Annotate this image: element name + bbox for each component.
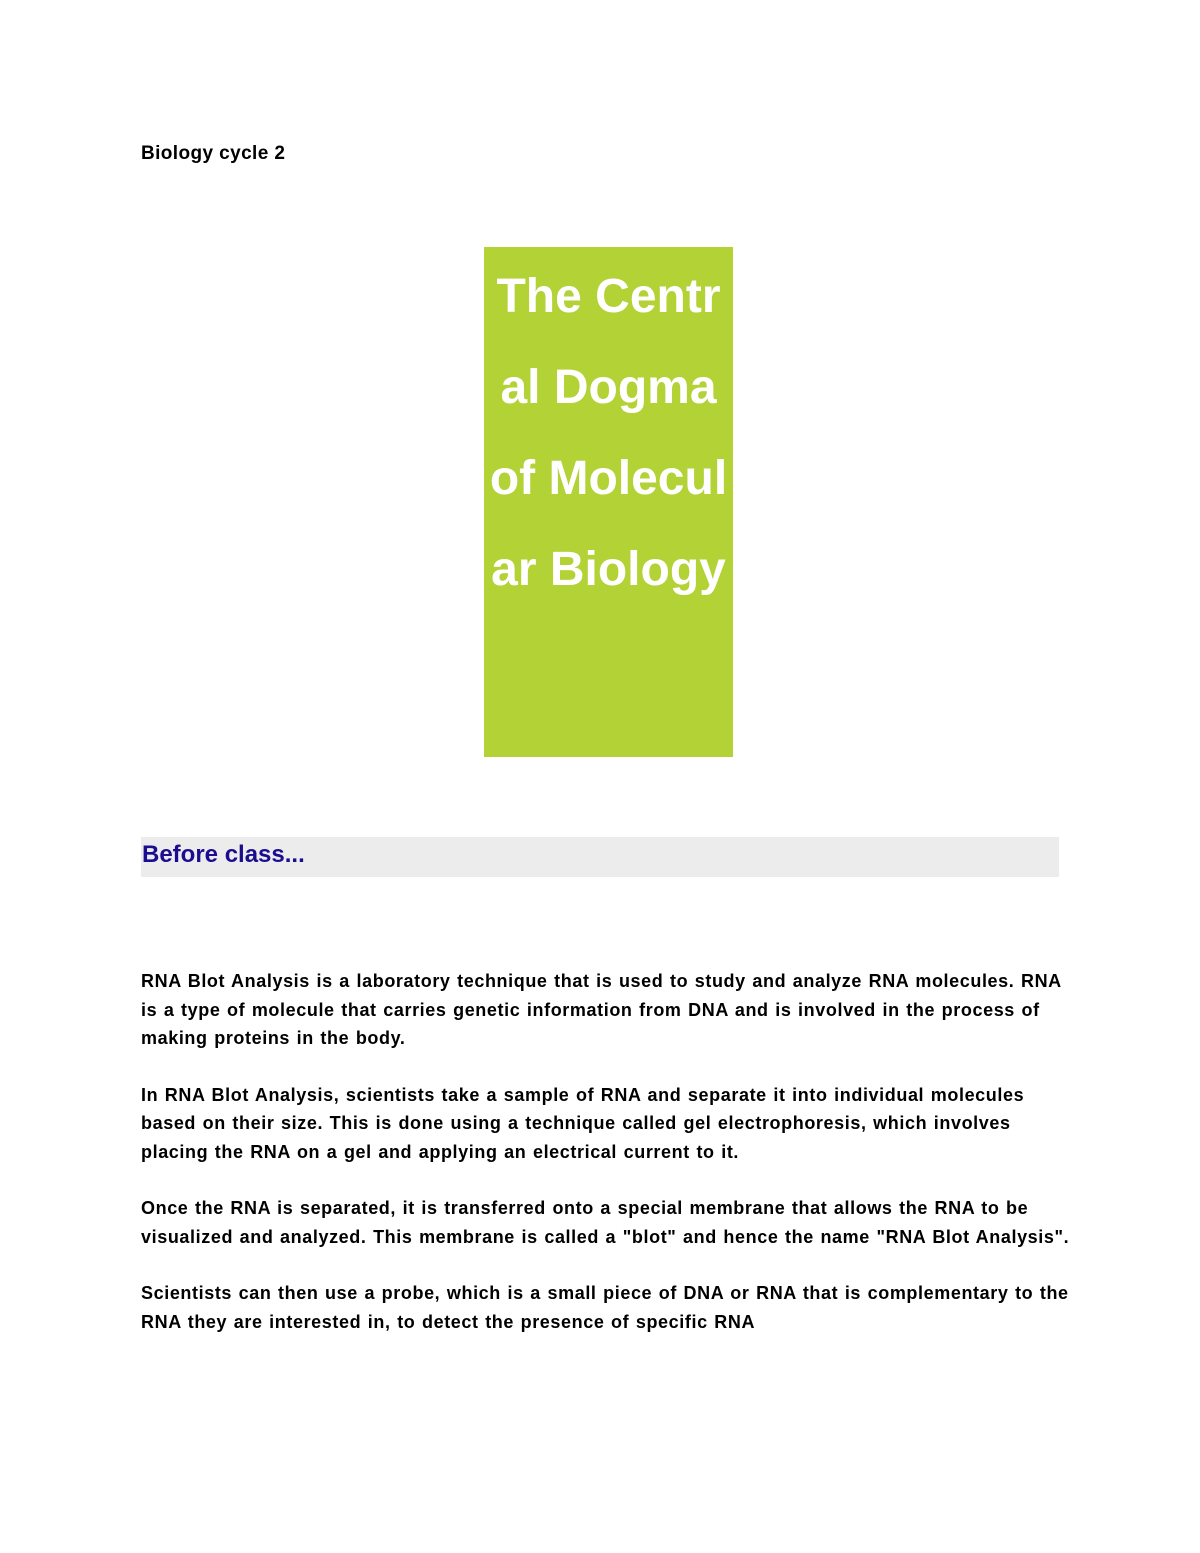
course-label: Biology cycle 2 — [141, 143, 286, 164]
paragraph-blot-membrane: Once the RNA is separated, it is transferred onto a special membrane that allows the RNA to be visualized and analyzed. This membrane is called a "blot" and hence the name "RNA Blot Analysis". — [141, 1198, 1070, 1247]
paragraph-electrophoresis: In RNA Blot Analysis, scientists take a sample of RNA and separate it into individual molecules based on their size. This is done using a technique called gel electrophoresis, which involves placing the RNA on a gel and applying an electrical current to it. — [141, 1084, 1025, 1162]
section-header-bar — [141, 837, 1059, 877]
paragraph-probe: Scientists can then use a probe, which is a small piece of DNA or RNA that is complementary to the RNA they are interested in, to detect the presence of specific RNA — [141, 1283, 1069, 1332]
section-heading: Before class... — [142, 841, 305, 868]
cover-title: The Central Dogma of Molecular Biology — [489, 270, 728, 596]
cover-image — [484, 247, 733, 757]
body-text — [141, 967, 1071, 1364]
paragraph-intro: RNA Blot Analysis is a laboratory technique that is used to study and analyze RNA molecules. RNA is a type of molecule that carries genetic information from DNA and is involved in the process of making proteins in the body. — [141, 971, 1062, 1048]
